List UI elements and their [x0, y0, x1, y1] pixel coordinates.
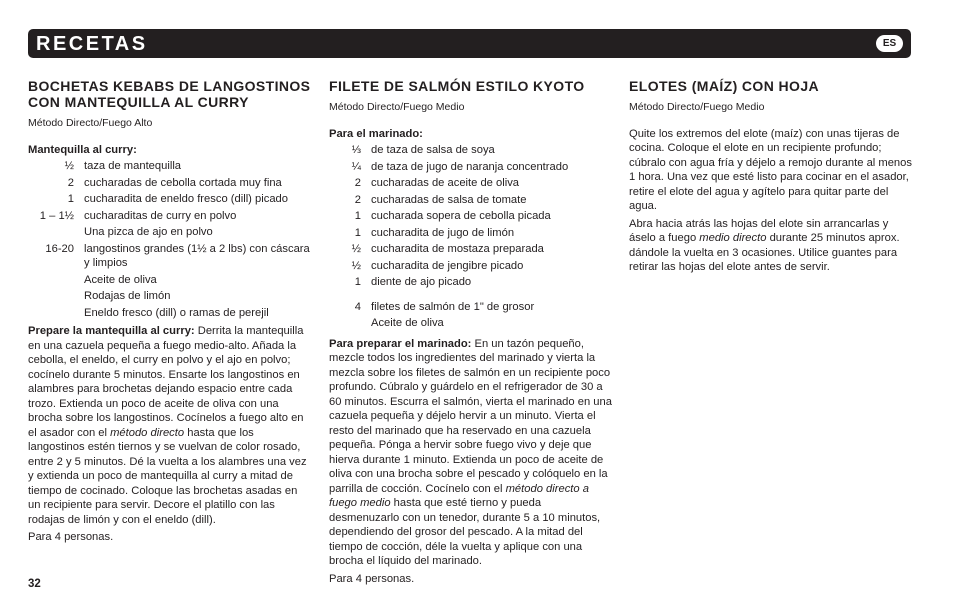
- ingredient-text: diente de ajo picado: [371, 276, 472, 288]
- ingredient-row: [28, 159, 311, 174]
- ingredient-qty: 16-20: [45, 242, 74, 255]
- ingredient-list: [28, 159, 311, 320]
- cooking-method: Método Directo/Fuego Medio: [629, 101, 765, 113]
- ingredient-text: cucharadas de cebolla cortada muy fina: [84, 176, 282, 189]
- instructions-text: hasta que los langostinos estén tiernos y se vuelvan de color rosado, entre 2 y 5 minutos. Dé la vuelta a los alambres una vez y extienda un poco de mantequilla al curry a mitad de tiempo de cocinado. Coloque las brochetas asadas en un recipiente para servir. Decore el platillo con las rodajas de limón y con el eneldo (dill).: [28, 426, 307, 526]
- ingredient-qty: 2: [354, 177, 361, 189]
- ingredient-row: [329, 259, 612, 274]
- subsection-heading: Mantequilla al curry:: [28, 143, 137, 156]
- ingredient-qty: [329, 316, 371, 331]
- ingredient-qty: ⅓: [351, 144, 361, 156]
- ingredient-text: Aceite de oliva: [371, 317, 444, 329]
- ingredient-text: de taza de salsa de soya: [371, 144, 495, 156]
- ingredient-text: cucharada sopera de cebolla picada: [371, 210, 551, 222]
- ingredient-row: [329, 143, 612, 158]
- ingredient-row: [329, 316, 612, 331]
- ingredient-qty: [28, 306, 84, 321]
- recipe-title: BOCHETAS KEBABS DE LANGOSTINOS CON MANTEQUILLA AL CURRY: [28, 78, 311, 110]
- ingredient-text: taza de mantequilla: [84, 160, 182, 172]
- recipe-corn-husk: [629, 78, 912, 278]
- servings: Para 4 personas.: [329, 572, 415, 585]
- ingredient-qty: 2: [354, 193, 361, 206]
- ingredient-text: cucharadita de jugo de limón: [371, 226, 515, 239]
- ingredient-qty: 1: [354, 226, 361, 239]
- recipe-title: FILETE DE SALMÓN ESTILO KYOTO: [329, 78, 585, 94]
- ingredient-text: Eneldo fresco (dill) o ramas de perejil: [84, 306, 269, 319]
- instructions-text: hasta que esté tierno y pueda desmenuzarlo con un tenedor, durante 5 a 10 minutos, dependiendo del grosor del pescado. A la mitad del tiempo de cocción, déle la vuelta y aplique con una brocha el líquido del marinado.: [329, 497, 601, 567]
- recipe-shrimp-kebabs: [28, 78, 311, 548]
- page-title: RECETAS: [36, 33, 148, 55]
- instructions-label: Prepare la mantequilla al curry:: [28, 325, 195, 337]
- ingredient-text: filetes de salmón de 1" de grosor: [371, 300, 535, 313]
- instructions-text: En un tazón pequeño, mezcle todos los ingredientes del marinado y vierta la mezcla sobre los filetes de salmón en un recipiente poco profundo. Cúbralo y guárdelo en el refrigerador de 30 a 60 minutos. Escurra el salmón, vierta el marinado en una cazuela pequeña y déjelo hervir a un minuto. Vierta el resto del marinado que ha reservado en una cazuela pequeña. Pónga a hervir sobre fuego vivo y deje que hierva durante 1 minuto. Extienda un poco de aceite de oliva con una brocha sobre el pescado y colóquelo en la parrilla de cocción. Cocínelo con el: [329, 337, 612, 495]
- instructions-text: Derrita la mantequilla en una cazuela pequeña a fuego medio-alto. Añada la cebolla, el eneldo, el curry en polvo y el ajo en polvo; cocínelo durante 5 minutos. Ensarte los langostinos en alambres para brochetas dejando espacio entre cada trozo. Extienda un poco de aceite de oliva con una brocha sobre los langostinos. Cocínelos a fuego alto en el asador con el: [28, 325, 304, 439]
- ingredient-text: langostinos grandes (1½ a 2 lbs) con cáscara y limpios: [84, 242, 310, 269]
- instructions-label: Para preparar el marinado:: [329, 337, 472, 350]
- servings: Para 4 personas.: [28, 531, 114, 543]
- instructions-paragraph: [329, 337, 612, 569]
- ingredient-text: cucharadas de aceite de oliva: [371, 177, 520, 189]
- ingredient-qty: 1: [354, 276, 361, 288]
- ingredient-row: [329, 160, 612, 175]
- instructions-paragraph: [28, 324, 311, 527]
- ingredient-row: [329, 176, 612, 191]
- language-badge: ES: [876, 35, 903, 52]
- ingredient-qty: ½: [64, 160, 74, 172]
- ingredient-row: [28, 209, 311, 224]
- recipe-kyoto-salmon: [329, 78, 612, 589]
- ingredient-row: [28, 306, 311, 321]
- ingredient-text: de taza de jugo de naranja concentrado: [371, 160, 569, 173]
- instructions-text: Abra hacia atrás las hojas del elote sin arrancarlas y áselo a fuego: [629, 217, 889, 244]
- ingredient-row: [329, 242, 612, 257]
- ingredient-text: Rodajas de limón: [84, 290, 171, 302]
- ingredient-row: [28, 176, 311, 191]
- ingredient-row: [28, 242, 311, 271]
- ingredient-qty: ½: [351, 259, 361, 272]
- ingredient-text: Una pizca de ajo en polvo: [84, 226, 213, 238]
- page-number: 32: [28, 578, 41, 590]
- instructions-emphasis: medio directo: [699, 232, 767, 244]
- ingredient-text: Aceite de oliva: [84, 273, 157, 286]
- header-banner: [28, 29, 911, 58]
- ingredient-qty: [28, 225, 84, 240]
- ingredient-row: [28, 192, 311, 207]
- ingredient-row: [329, 193, 612, 208]
- ingredient-qty: [28, 289, 84, 304]
- instructions-text: durante 25 minutos aprox. dándole la vuelta en 3 ocasiones. Utilice guantes para retirar las hojas del elote antes de servir.: [629, 232, 900, 273]
- ingredient-row: [28, 225, 311, 240]
- ingredient-text: cucharadita de eneldo fresco (dill) picado: [84, 193, 288, 205]
- ingredient-text: cucharadita de mostaza preparada: [371, 243, 544, 255]
- recipe-title: ELOTES (MAÍZ) CON HOJA: [629, 78, 820, 94]
- ingredient-qty: [28, 273, 84, 288]
- ingredient-qty: 4: [354, 300, 361, 313]
- ingredient-text: cucharaditas de curry en polvo: [84, 209, 237, 222]
- ingredient-qty: ¼: [351, 160, 361, 173]
- subsection-heading: Para el marinado:: [329, 127, 423, 140]
- ingredient-row: [329, 226, 612, 241]
- ingredient-qty: 2: [67, 176, 74, 189]
- ingredient-row: [329, 275, 612, 290]
- ingredient-text: cucharadas de salsa de tomate: [371, 193, 527, 206]
- ingredient-text: cucharadita de jengibre picado: [371, 259, 524, 272]
- spacer: [329, 292, 612, 300]
- ingredient-qty: 1: [67, 193, 74, 205]
- instructions-emphasis: método directo a fuego medio: [329, 482, 589, 509]
- ingredient-qty: 1: [354, 210, 361, 222]
- instructions-emphasis: método directo: [110, 426, 185, 439]
- ingredient-row: [329, 300, 612, 315]
- ingredient-list: [329, 143, 612, 331]
- ingredient-qty: 1 – 1½: [39, 209, 74, 222]
- ingredient-row: [28, 289, 311, 304]
- ingredient-row: [28, 273, 311, 288]
- cooking-method: Método Directo/Fuego Medio: [329, 101, 465, 113]
- instructions-paragraph: Quite los extremos del elote (maíz) con unas tijeras de cocina. Coloque el elote en un recipiente profundo; cúbralo con agua fría y déjelo a remojo durante al menos 1 hora. Una vez que esté listo para cocinar en el asador, retire el elote del agua y agítelo para quitar parte del agua.: [629, 127, 912, 212]
- ingredient-row: [329, 209, 612, 224]
- cooking-method: Método Directo/Fuego Alto: [28, 117, 153, 129]
- ingredient-qty: ½: [351, 243, 361, 255]
- instructions-paragraph: [629, 217, 912, 275]
